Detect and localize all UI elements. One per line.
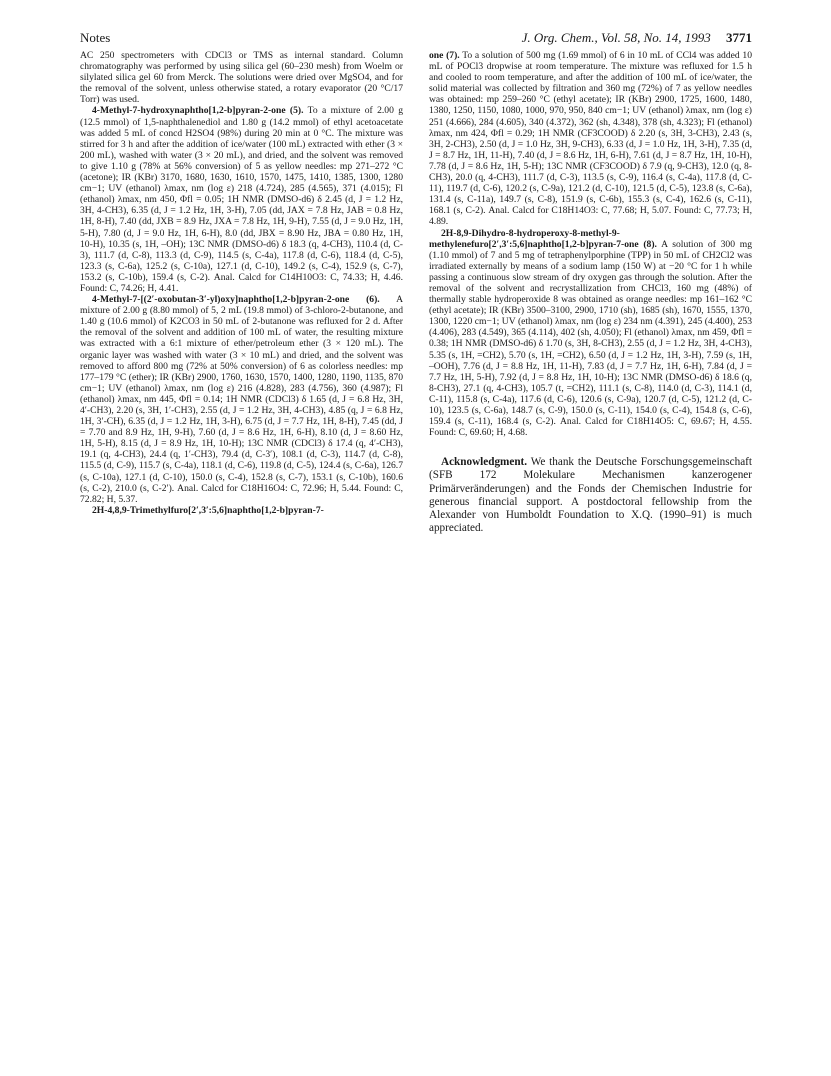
compound-title: 4-Methyl-7-hydroxynaphtho[1,2-b]pyran-2-one (5). <box>92 105 304 117</box>
running-head-section: Notes <box>80 30 111 45</box>
compound-title-continued: one (7). <box>429 50 460 61</box>
paragraph-compound-7-start <box>80 505 403 516</box>
paragraph-methods <box>80 50 403 105</box>
paragraph-compound-8 <box>429 228 752 439</box>
right-column <box>429 50 752 536</box>
paragraph-body: To a mixture of 2.00 g (12.5 mmol) of 1,5-naphthalenediol and 1.80 g (14.2 mmol) of ethyl acetoacetate was added 5 mL of concd H2SO4 (98%) during 20 min at 0 °C. The mixture was stirred for 3 h and after the addition of ice/water (100 mL) extracted with ether (3 × 200 mL), washed with water (3 × 20 mL), and dried, and the solvent was removed to give 1.10 g (78% at 56% conversion) of 5 as yellow needles: mp 271–272 °C (acetone); IR (KBr) 3170, 1680, 1630, 1610, 1570, 1475, 1410, 1385, 1300, 1280 cm−1; UV (ethanol) λmax, nm (log ε) 218 (4.724), 285 (4.565), 371 (4.015); Fl (ethanol) λmax, nm 450, Φfl = 0.05; 1H NMR (DMSO-d6) δ 2.45 (d, J = 1.2 Hz, 3H, 4-CH3), 6.35 (d, J = 1.2 Hz, 1H, 3-H), 7.05 (dd, JAX = 7.8 Hz, JAB = 0.8 Hz, 1H, 8-H), 7.40 (dd, JXB = 8.9 Hz, JXA = 7.8 Hz, 1H, 9-H), 7.55 (d, J = 9.0 Hz, 1H, 5-H), 7.80 (d, J = 9.0 Hz, 1H, 6-H), 8.0 (dd, JBX = 8.90 Hz, JBA = 0.80 Hz, 1H, 10-H), 10.35 (s, 1H, –OH); 13C NMR (DMSO-d6) δ 18.3 (q, 4-CH3), 110.4 (d, C-3), 111.7 (d, C-8), 113.3 (d, C-9), 114.5 (s, C-4a), 117.8 (d, C-6), 118.4 (d, C-5), 123.3 (s, C-6a), 125.2 (s, C-10a), 127.1 (d, C-10), 149.2 (s, C-4), 152.9 (s, C-7), 153.2 (s, C-10b), 159.4 (s, C-2). Anal. Calcd for C14H10O3: C, 74.33; H, 4.46. Found: C, 74.26; H, 4.41. <box>80 105 404 294</box>
left-column <box>80 50 403 516</box>
acknowledgment-body: We thank the Deutsche Forschungsgemeinschaft (SFB 172 Molekulare Mechanismen kanzerogener Primärveränderungen) and the Fonds der Chemischen Industrie for generous financial support. A postdoctoral fellowship from the Alexander von Humboldt Foundation to X.Q. (1990–91) is much appreciated. <box>429 456 752 535</box>
compound-title: 4-Methyl-7-[(2′-oxobutan-3′-yl)oxy]naphtho[1,2-b]pyran-2-one (6). <box>92 294 380 306</box>
compound-title: 2H-8,9-Dihydro-8-hydroperoxy-8-methyl-9-methylenefuro[2′,3′:5,6]naphtho[1,2-b]pyran-7-one (8). <box>429 227 657 250</box>
acknowledgment-heading: Acknowledgment. <box>441 456 528 469</box>
paragraph-body: A mixture of 2.00 g (8.80 mmol) of 5, 2 mL (19.8 mmol) of 3-chloro-2-butanone, and 1.40 g (10.6 mmol) of K2CO3 in 50 mL of 2-butanone was refluxed for 2 d. After the removal of the solvent and addition of 100 mL of water, the resulting mixture was extracted with a 6:1 mixture of ether/petroleum ether (3 × 120 mL). The organic layer was washed with water (3 × 10 mL) and dried, and the solvent was removed to afford 800 mg (72% at 50% conversion) of 6 as colorless needles: mp 177–179 °C (ether); IR (KBr) 2900, 1760, 1630, 1570, 1400, 1280, 1190, 1135, 870 cm−1; UV (ethanol) λmax, nm (log ε) 216 (4.828), 283 (4.756), 360 (4.987); Fl (ethanol) λmax, nm 445, Φfl = 0.14; 1H NMR (CDCl3) δ 1.65 (d, J = 6.8 Hz, 3H, 4′-CH3), 2.20 (s, 3H, 1′-CH3), 2.55 (d, J = 1.2 Hz, 3H, 4-CH3), 4.85 (q, J = 6.8 Hz, 1H, 3′-CH), 6.35 (d, J = 1.2 Hz, 1H, 3-H), 6.75 (d, J = 7.7 Hz, 1H, 8-H), 7.45 (dd, J = 7.70 and 8.9 Hz, 1H, 9-H), 7.60 (d, J = 8.6 Hz, 1H, 6-H), 8.10 (d, J = 8.60 Hz, 1H, 5-H), 8.15 (d, J = 8.9 Hz, 1H, 10-H); 13C NMR (CDCl3) δ 17.4 (q, 4′-CH3), 19.1 (q, 4-CH3), 24.4 (q, 1′-CH3), 79.4 (d, C-3′), 108.1 (d, C-3), 114.7 (d, C-8), 115.5 (d, C-9), 115.7 (s, C-4a), 118.1 (d, C-6), 119.8 (d, C-5), 124.4 (s, C-6a), 126.7 (s, C-10a), 127.1 (d, C-10), 150.0 (s, C-4), 152.8 (s, C-7), 153.1 (s, C-10b), 160.6 (s, C-2), 210.0 (s, C-2′). Anal. Calcd for C18H16O4: C, 72.96; H, 5.44. Found: C, 72.82; H, 5.37. <box>80 294 403 505</box>
page-header <box>80 30 752 48</box>
paragraph-compound-7 <box>429 50 752 228</box>
page-number: 3771 <box>726 30 752 45</box>
paragraph-compound-6 <box>80 294 403 505</box>
paragraph-body: AC 250 spectrometers with CDCl3 or TMS as internal standard. Column chromatography was performed by using silica gel (60–230 mesh) from Woelm or silylated silica gel 60 from Merck. The solutions were dried over MgSO4, and for the removal of the solvent, unless otherwise stated, a rotary evaporator (20 °C/17 Torr) was used. <box>80 50 403 106</box>
running-head-journal <box>522 30 752 46</box>
paragraph-compound-5 <box>80 105 403 294</box>
acknowledgment <box>429 456 752 535</box>
paragraph-body: A solution of 300 mg (1.10 mmol) of 7 and 5 mg of tetraphenylporphine (TPP) in 50 mL of CH2Cl2 was irradiated externally by means of a sodium lamp (150 W) at −20 °C for 1 h while passing a continuous slow stream of dry oxygen gas through the solution. After the removal of the solvent and recrystallization from CHCl3, 160 mg (48%) of thermally stable hydroperoxide 8 was obtained as orange needles: mp 161–162 °C (ethyl acetate); IR (KBr) 3500–3100, 2900, 1710 (sh), 1685 (sh), 1670, 1555, 1370, 1300, 1220 cm−1; UV (ethanol) λmax, nm (log ε) 234 nm (4.391), 245 (4.400), 253 (4.406), 283 (4.549), 365 (4.114), 402 (sh, 4.050); Fl (ethanol) λmax, nm 459, Φfl = 0.38; 1H NMR (DMSO-d6) δ 1.70 (s, 3H, 8-CH3), 2.55 (d, J = 1.2 Hz, 3H, 4-CH3), 5.35 (s, 1H, =CH2), 5.70 (s, 1H, =CH2), 6.50 (d, J = 1.2 Hz, 1H, 3-H), 7.59 (s, 1H, –OOH), 7.76 (d, J = 8.8 Hz, 1H, 11-H), 7.83 (d, J = 7.7 Hz, 1H, 6-H), 7.84 (d, J = 7.7 Hz, 1H, 5-H), 7.92 (d, J = 8.8 Hz, 1H, 10-H); 13C NMR (DMSO-d6) δ 18.6 (q, 8-CH3), 27.1 (q, 4-CH3), 105.7 (t, =CH2), 111.1 (s, C-8), 114.0 (d, C-3), 114.1 (d, C-11), 115.8 (s, C-4a), 117.6 (d, C-6), 120.6 (s, C-9a), 120.7 (d, C-5), 121.2 (d, C-10), 123.5 (s, C-6a), 148.7 (s, C-9), 150.0 (s, C-11), 154.0 (s, C-4), 154.8 (s, C-6), 159.4 (s, C-11), 168.4 (s, C-2). Anal. Calcd for C18H14O5: C, 69.67; H, 4.55. Found: C, 69.60; H, 4.68. <box>429 238 752 439</box>
paragraph-body: To a solution of 500 mg (1.69 mmol) of 6 in 10 mL of CCl4 was added 10 mL of POCl3 dropwise at room temperature. The mixture was refluxed for 1.5 h and cooled to room temperature, and after the addition of 100 mL of ice/water, the solid material was collected by filtration and 360 mg (72%) of 7 as yellow needles was obtained: mp 259–260 °C (ethyl acetate); IR (KBr) 2900, 1725, 1600, 1480, 1380, 1250, 1150, 1080, 1000, 970, 950, 840 cm−1; UV (ethanol) λmax, nm (log ε) 251 (4.666), 284 (4.605), 340 (4.372), 362 (sh, 4.348), 378 (sh, 4.323); Fl (ethanol) λmax, nm 424, Φfl = 0.29; 1H NMR (CF3COOD) δ 2.20 (s, 3H, 3-CH3), 2.43 (s, 3H, 2-CH3), 2.50 (d, J = 1.0 Hz, 3H, 9-CH3), 6.33 (d, J = 1.0 Hz, 1H, 3-H), 7.35 (d, J = 8.7 Hz, 1H, 11-H), 7.40 (d, J = 8.6 Hz, 1H, 6-H), 7.61 (d, J = 8.7 Hz, 1H, 10-H), 7.78 (d, J = 8.6 Hz, 1H, 5-H); 13C NMR (CF3COOD) δ 7.9 (q, 9-CH3), 12.0 (q, 8-CH3), 20.0 (q, 4-CH3), 111.7 (d, C-3), 113.5 (s, C-9), 116.4 (s, C-4a), 117.8 (d, C-11), 119.7 (d, C-6), 120.2 (s, C-9a), 121.2 (d, C-10), 121.5 (d, C-5), 123.8 (s, C-6a), 131.4 (s, C-11a), 149.7 (s, C-8), 151.9 (s, C-6b), 155.3 (s, C-4), 162.6 (s, C-11), 168.1 (s, C-2). Anal. Calcd for C18H14O3: C, 77.68; H, 5.07. Found: C, 77.73; H, 4.89. <box>429 50 752 228</box>
compound-title: 2H-4,8,9-Trimethylfuro[2′,3′:5,6]naphtho[1,2-b]pyran-7- <box>92 504 324 516</box>
journal-citation: J. Org. Chem., Vol. 58, No. 14, 1993 <box>521 30 711 45</box>
